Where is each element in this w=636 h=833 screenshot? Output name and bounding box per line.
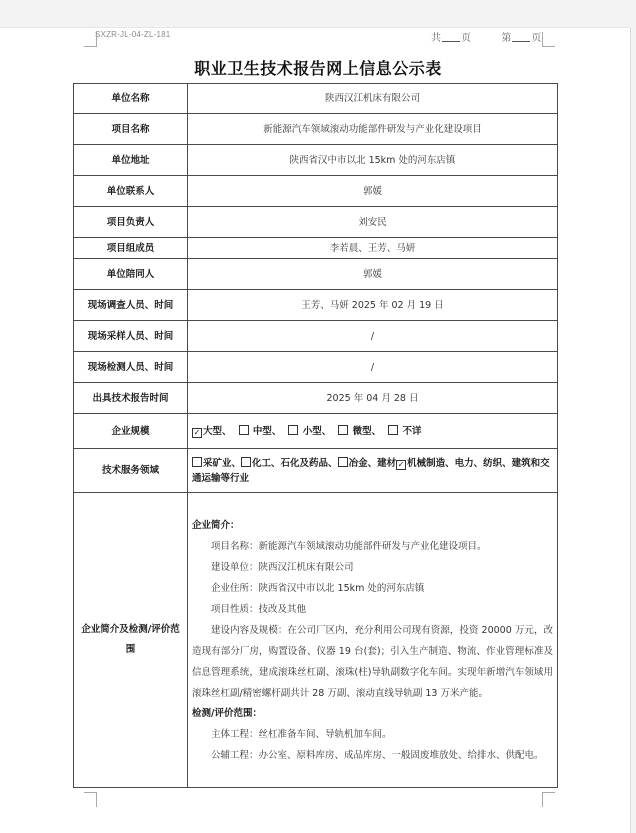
row-value: 陕西省汉中市以北 15km 处的河东店镇 [188, 145, 558, 176]
checkbox-icon [338, 425, 348, 435]
table-row-scale [74, 414, 558, 449]
table-row [74, 114, 558, 145]
checkbox-icon [241, 457, 251, 467]
intro-content-paragraph: 建设内容及规模：在公司厂区内，充分利用公司现有资源，投资 20000 万元，改造现有部分厂房，购置设备、仪器 19 台(套)；引入生产制造、物流、作业管理标准及信息管理系统，建成滚珠丝杠副、滚珠(柱)导轨副数字化车间。实现年新增汽车领域用滚珠丝杠副/精密螺杆副共计 28 万副、滚动直线导轨副 13 万米产能。 [192, 625, 553, 699]
row-value: / [188, 352, 558, 383]
row-label: 企业规模 [74, 414, 188, 449]
checkbox-icon [239, 425, 249, 435]
checkbox-icon [288, 425, 298, 435]
checkbox-checked-icon: ✓ [397, 459, 405, 469]
row-label: 项目组成员 [74, 238, 188, 259]
crop-mark-top-right [542, 32, 555, 47]
intro-heading: 企业简介： [192, 520, 240, 531]
table-row-fields [74, 449, 558, 493]
row-value: 2025 年 04 月 28 日 [188, 383, 558, 414]
crop-mark-bottom-left [84, 792, 97, 807]
intro-content [188, 493, 558, 788]
intro-item: 项目性质：技改及其他 [211, 604, 307, 615]
row-value: 陕西汉江机床有限公司 [188, 84, 558, 114]
crop-mark-bottom-right [542, 792, 555, 807]
row-value: 新能源汽车领域滚动功能部件研发与产业化建设项目 [188, 114, 558, 145]
scale-option: 小型、 [288, 426, 331, 437]
row-label: 单位陪同人 [74, 259, 188, 290]
row-label: 出具技术报告时间 [74, 383, 188, 414]
row-value: 郭媛 [188, 176, 558, 207]
row-label: 项目负责人 [74, 207, 188, 238]
table-row [74, 238, 558, 259]
table-row [74, 290, 558, 321]
intro-item: 建设单位：陕西汉江机床有限公司 [211, 562, 354, 573]
row-label: 现场调查人员、时间 [74, 290, 188, 321]
scale-options [188, 414, 558, 449]
page-count: 共 页 第 页 [431, 33, 542, 44]
row-label: 企业简介及检测/评价范围 [74, 493, 188, 788]
scale-option: ✓ 大型、 [193, 425, 232, 437]
scale-option: 微型、 [338, 426, 381, 437]
intro-item: 项目名称：新能源汽车领域滚动功能部件研发与产业化建设项目。 [211, 541, 487, 552]
info-table [73, 83, 558, 788]
table-row [74, 383, 558, 414]
table-row [74, 84, 558, 114]
row-value: 郭媛 [188, 259, 558, 290]
checkbox-checked-icon: ✓ [193, 427, 201, 437]
table-row [74, 259, 558, 290]
row-label: 项目名称 [74, 114, 188, 145]
row-label: 单位名称 [74, 84, 188, 114]
scope-item: 主体工程：丝杠准备车间、导轨机加车间。 [211, 729, 392, 740]
document-code: SXZR-JL-04-ZL-181 [95, 30, 171, 39]
row-label: 现场采样人员、时间 [74, 321, 188, 352]
table-row [74, 352, 558, 383]
checkbox-icon [192, 457, 202, 467]
scope-item: 公辅工程：办公室、原料库房、成品库房、一般固废堆放处、给排水、供配电。 [211, 750, 544, 761]
row-value: 王芳、马妍 2025 年 02 月 19 日 [188, 290, 558, 321]
row-label: 技术服务领域 [74, 449, 188, 493]
row-value: 刘安民 [188, 207, 558, 238]
checkbox-icon [338, 457, 348, 467]
checkbox-icon [388, 425, 398, 435]
table-row [74, 207, 558, 238]
row-label: 单位地址 [74, 145, 188, 176]
table-row [74, 321, 558, 352]
table-row [74, 145, 558, 176]
row-value: / [188, 321, 558, 352]
service-field-options: 采矿业、 化工、石化及药品、 冶金、建材 ✓ 机械制造、电力、纺织、建筑和交通运输等行业 [188, 449, 558, 493]
scale-option: 中型、 [239, 426, 282, 437]
table-row-intro [74, 493, 558, 788]
scale-option: 不详 [388, 426, 421, 437]
row-value: 李若晨、王芳、马妍 [188, 238, 558, 259]
page-title: 职业卫生技术报告网上信息公示表 [194, 59, 442, 78]
table-row [74, 176, 558, 207]
scope-heading: 检测/评价范围： [192, 708, 262, 719]
intro-item: 企业住所：陕西省汉中市以北 15km 处的河东店镇 [211, 583, 425, 594]
row-label: 单位联系人 [74, 176, 188, 207]
row-label: 现场检测人员、时间 [74, 352, 188, 383]
